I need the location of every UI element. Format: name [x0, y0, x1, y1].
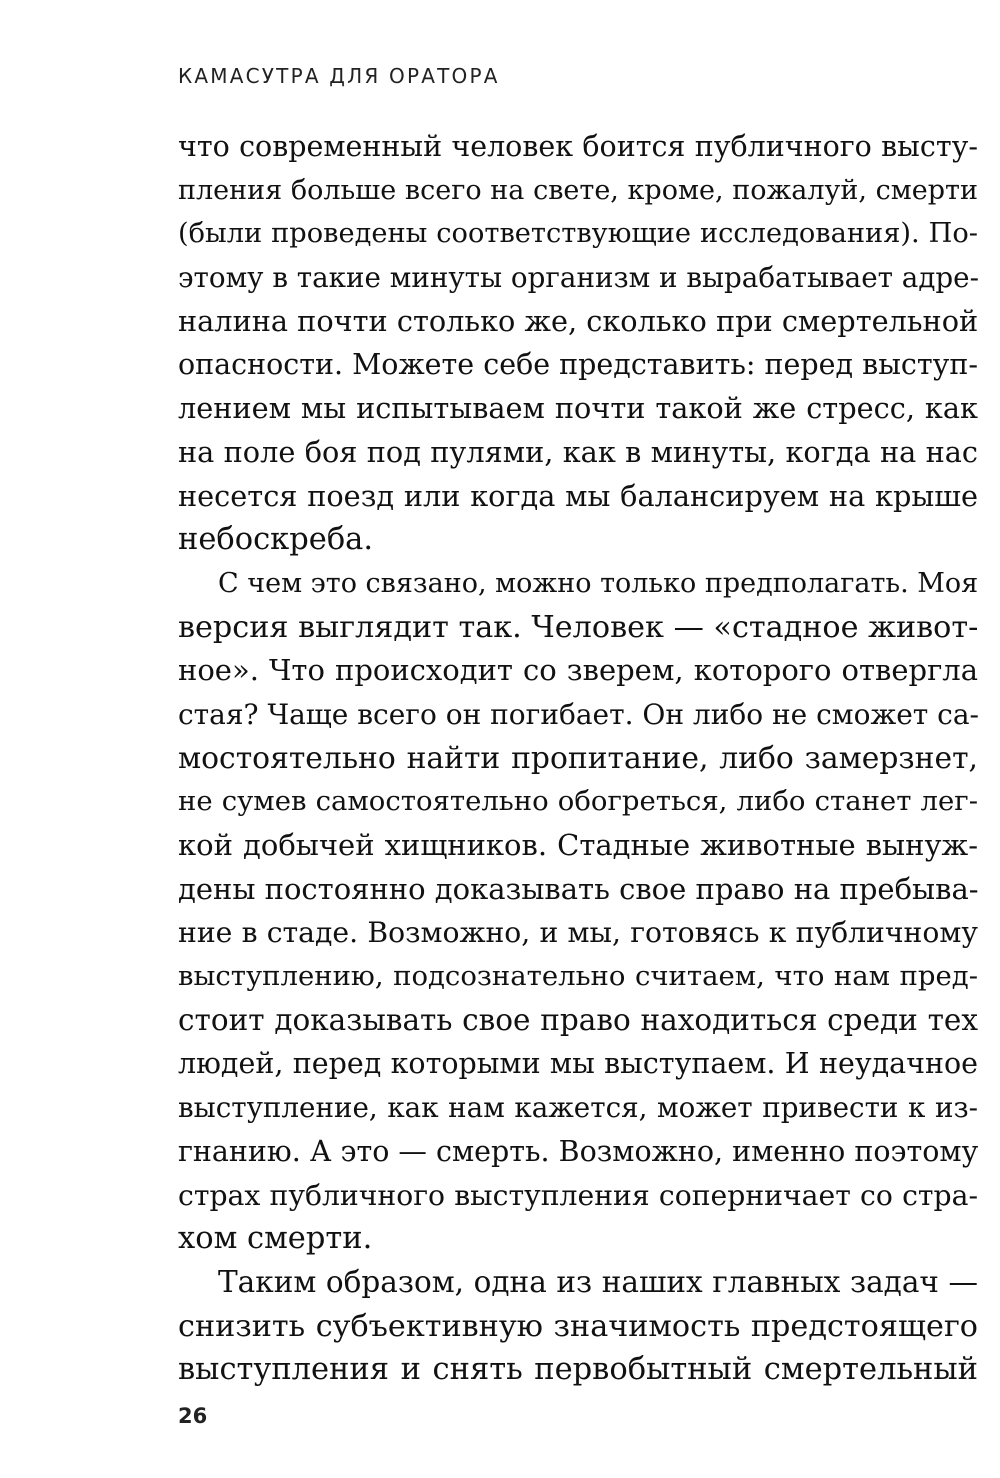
- text-line: небоскреба.: [178, 522, 374, 558]
- text-line: снизить субъективную значимость предстоящего: [178, 1308, 978, 1344]
- text-line: гнанию. А это — смерть. Возможно, именно поэтому: [178, 1134, 979, 1168]
- text-line: людей, перед которыми мы выступаем. И неудачное: [178, 1047, 978, 1081]
- running-head: КАМАСУТРА ДЛЯ ОРАТОРА: [178, 64, 500, 88]
- text-line: налина почти столько же, сколько при смертельной: [178, 303, 979, 338]
- paragraph: [178, 562, 978, 1261]
- text-line: опасности. Можете себе представить: перед выступ-: [178, 348, 978, 382]
- text-line: ние в стаде. Возможно, и мы, готовясь к публичному: [178, 916, 978, 950]
- text-line: что современный человек боится публичного высту-: [178, 130, 978, 163]
- text-line: выступления и снять первобытный смертельный: [178, 1352, 978, 1388]
- text-line: не сумев самостоятельно обогреться, либо станет лег-: [178, 785, 978, 818]
- text-line: хом смерти.: [178, 1221, 373, 1257]
- text-line: мостоятельно найти пропитание, либо замерзнет,: [178, 740, 978, 776]
- text-line: версия выглядит так. Человек — «стадное живот-: [178, 609, 979, 645]
- text-line: страх публичного выступления соперничает со стра-: [178, 1178, 978, 1212]
- text-line: ное». Что происходит со зверем, которого отвергла: [178, 653, 978, 688]
- paragraph: [178, 1261, 978, 1392]
- text-line: (были проведены соответствующие исследования). По-: [178, 218, 978, 250]
- text-line: на поле боя под пулями, как в минуты, когда на нас: [178, 434, 978, 469]
- text-line: выступлению, подсознательно считаем, что нам пред-: [178, 960, 978, 993]
- text-line: этому в такие минуты организм и вырабатывает адре-: [178, 261, 979, 295]
- text-line: С чем это связано, можно только предполагать. Моя: [218, 567, 979, 599]
- text-line: пления больше всего на свете, кроме, пожалуй, смерти: [178, 174, 978, 206]
- text-line: Таким образом, одна из наших главных задач —: [218, 1264, 978, 1299]
- paragraph: [178, 125, 978, 562]
- text-line: выступление, как нам кажется, может привести к из-: [178, 1091, 978, 1125]
- text-line: стая? Чаще всего он погибает. Он либо не сможет са-: [178, 697, 979, 731]
- text-line: лением мы испытываем почти такой же стресс, как: [178, 391, 978, 426]
- text-line: дены постоянно доказывать свое право на пребыва-: [178, 871, 979, 906]
- text-line: стоит доказывать свое право находиться среди тех: [178, 1002, 978, 1037]
- body-text: [178, 125, 978, 1392]
- text-line: несется поезд или когда мы балансируем на крыше: [178, 478, 978, 513]
- text-line: кой добычей хищников. Стадные животные вынуж-: [178, 828, 978, 862]
- page-number: 26: [178, 1404, 208, 1428]
